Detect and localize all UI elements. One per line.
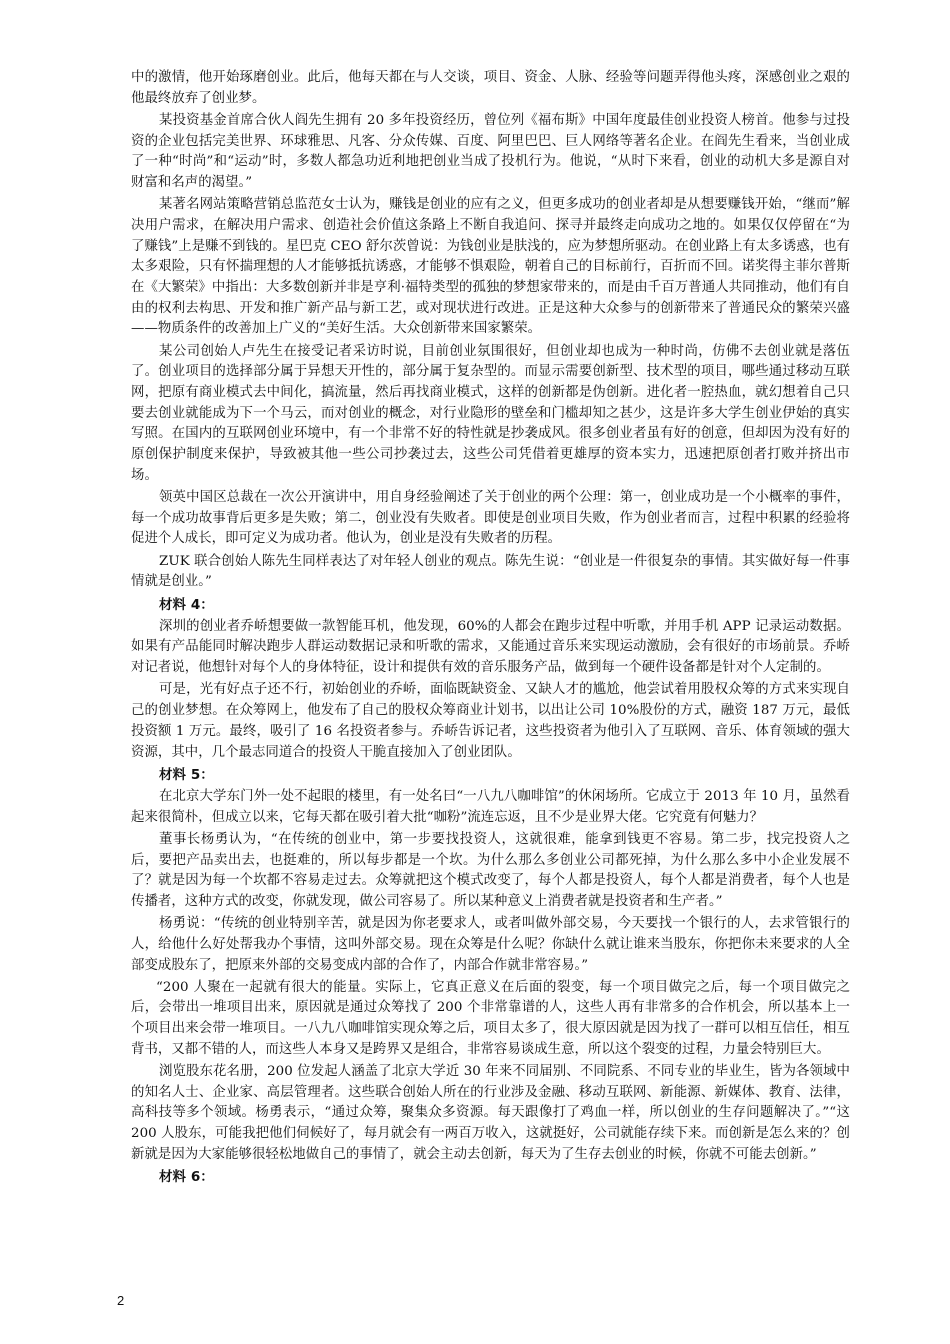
paragraph: 可是，光有好点子还不行，初始创业的乔峤，面临既缺资金、又缺人才的尴尬，他尝试着用股权众筹的方式来实现自己的创业梦想。在众筹网上，他发布了自己的股权众筹商业计划书，以出让公司 10%股份的方式，融资 187 万元，最低投资额 1 万元。最终，吸引了 16 名投资者参与。乔峤告诉记者，这些投资者为他引入了互联网、音乐、体育领域的强大资源，其中，几个最志同道合的投资人干脆直接加入了创业团队。 bbox=[131, 682, 850, 760]
section-heading: 材料 5： bbox=[159, 766, 214, 783]
paragraph: 某著名网站策略营销总监范女士认为，赚钱是创业的应有之义，但更多成功的创业者却是从想要赚钱开始，“继而”解决用户需求，在解决用户需求、创造社会价值这条路上不断自我追问、探寻并最终走向成功之地的。如果仅仅停留在“为了赚钱”上是赚不到钱的。星巴克 CEO 舒尔茨曾说：为钱创业是肤浅的，应为梦想所驱动。在创业路上有太多诱惑，也有太多艰险，只有怀揣理想的人才能够抵抗诱惑，才能够不惧艰险，朝着自己的目标前行，百折而不回。诺奖得主菲尔普斯在《大繁荣》中指出：大多数创新并非是亨利·福特类型的孤独的梦想家带来的，而是由千百万普通人共同推动，他们有自由的权利去构思、开发和推广新产品与新工艺，或对现状进行改进。正是这种大众参与的创新带来了普通民众的繁荣兴盛——物质条件的改善加上广义的“美好生活。大众创新带来国家繁荣。 bbox=[131, 197, 850, 337]
paragraph: 某投资基金首席合伙人阎先生拥有 20 多年投资经历，曾位列《福布斯》中国年度最佳创业投资人榜首。他参与过投资的企业包括完美世界、环球雅思、凡客、分众传媒、百度、阿里巴巴、巨人网络等著名企业。在阎先生看来，当创业成了一种“时尚”和“运动”时，多数人都急功近利地把创业当成了投机行为。他说，“从时下来看，创业的动机大多是源自对财富和名声的渴望。” bbox=[131, 112, 850, 191]
paragraph: 领英中国区总裁在一次公开演讲中，用自身经验阐述了关于创业的两个公理：第一，创业成功是一个小概率的事件，每一个成功故事背后更多是失败；第二，创业没有失败者。即使是创业项目失败，作为创业者而言，过程中积累的经验将促进个人成长，即可定义为成功者。他认为，创业是没有失败者的历程。 bbox=[131, 490, 850, 547]
page-number: 2 bbox=[117, 1293, 125, 1308]
section-heading: 材料 4： bbox=[159, 596, 214, 613]
paragraph: 深圳的创业者乔峤想要做一款智能耳机，他发现，60%的人都会在跑步过程中听歌，并用手机 APP 记录运动数据。如果有产品能同时解决跑步人群运动数据记录和听歌的需求，又能通过音乐来实现运动激励，会有很好的市场前景。乔峤对记者说，他想针对每个人的身体特征，设计和提供有效的音乐服务产品，做到每一个硬件设备都是针对个人定制的。 bbox=[131, 618, 850, 676]
paragraph: ZUK 联合创始人陈先生同样表达了对年轻人创业的观点。陈先生说：“创业是一件很复杂的事情。其实做好每一件事情就是创业。” bbox=[131, 553, 850, 590]
paragraph: 某公司创始人卢先生在接受记者采访时说，目前创业氛围很好，但创业却也成为一种时尚，仿佛不去创业就是落伍了。创业项目的选择部分属于异想天开性的，部分属于复杂型的。而显示需要创新型、技术型的项目，哪些通过移动互联网，把原有商业模式去中间化，搞流量，然后再找商业模式，这样的创新都是伪创新。进化者一腔热血，就幻想着自己只要去创业就能成为下一个马云，而对创业的概念，对行业隐形的壁垒和门槛却知之甚少，这是许多大学生创业伊始的真实写照。在国内的互联网创业环境中，有一个非常不好的特性就是抄袭成风。很多创业者虽有好的创意，但却因为没有好的原创保护制度来保护，导致被其他一些公司抄袭过去，这些公司凭借着更雄厚的资本实力，迅速把原创者打败并挤出市场。 bbox=[131, 343, 850, 483]
section-heading: 材料 6： bbox=[159, 1169, 214, 1186]
paragraph: 浏览股东花名册，200 位发起人涵盖了北京大学近 30 年来不同届别、不同院系、不同专业的毕业生，皆为各领域中的知名人士、企业家、高层管理者。这些联合创始人所在的行业涉及金融、移动互联网、新能源、新媒体、教育、法律，高科技等多个领域。杨勇表示，“通过众筹，聚集众多资源。每天跟像打了鸡血一样，所以创业的生存问题解决了。”“这 200 人股东，可能我把他们伺候好了，每月就会有一两百万收入，这就挺好，公司就能存续下来。而创新是怎么来的？创新就是因为大家能够很轻松地做自己的事情了，就会主动去创新，每天为了生存去创业的时候，你就不可能去创新。” bbox=[131, 1064, 850, 1162]
paragraph: 中的激情，他开始琢磨创业。此后，他每天都在与人交谈，项目、资金、人脉、经验等问题弄得他头疼，深感创业之艰的他最终放弃了创业梦。 bbox=[131, 70, 850, 106]
paragraph: 杨勇说：“传统的创业特别辛苦，就是因为你老要求人，或者叫做外部交易，今天要找一个银行的人，去求管银行的人，给他什么好处帮我办个事情，这叫外部交易。现在众筹是什么呢？你缺什么就让谁来当股东，你把你未来要求的人全部变成股东了，把原来外部的交易变成内部的合作了，内部合作就非常容易。” bbox=[131, 916, 850, 973]
paragraph: “200 人聚在一起就有很大的能量。实际上，它真正意义在后面的裂变，每一个项目做完之后，每一个项目做完之后，会带出一堆项目出来，原因就是通过众筹找了 200 个非常靠谱的人，这些人再有非常多的合作机会，所以基本上一个项目出来会带一堆项目。一八九八咖啡馆实现众筹之后，项目太多了，很大原因就是因为找了一群可以相互信任，相互背书，又都不错的人，而这些人本身又是跨界又是组合，非常容易谈成生意，所以这个裂变的过程，力量会特别巨大。 bbox=[131, 979, 850, 1057]
paragraph: 在北京大学东门外一处不起眼的楼里，有一处名曰“一八九八咖啡馆”的休闲场所。它成立于 2013 年 10 月，虽然看起来很简朴，但成立以来，它每天都在吸引着大批“咖粉”流连忘返，且不少是业界大佬。它究竟有何魅力？ bbox=[131, 788, 850, 825]
paragraph: 董事长杨勇认为，“在传统的创业中，第一步要找投资人，这就很难，能拿到钱更不容易。第二步，找完投资人之后，要把产品卖出去，也挺难的，所以每步都是一个坎。为什么那么多创业公司都死掉，为什么那么多中小企业发展不了？就是因为每一个坎都不容易走过去。众筹就把这个模式改变了，每个人都是投资人，每个人都是消费者，每个人也是传播者，这种方式的改变，你就发现，做公司容易了。所以某种意义上消费者就是投资者和生产者。” bbox=[131, 831, 850, 909]
document-body bbox=[131, 68, 850, 1189]
